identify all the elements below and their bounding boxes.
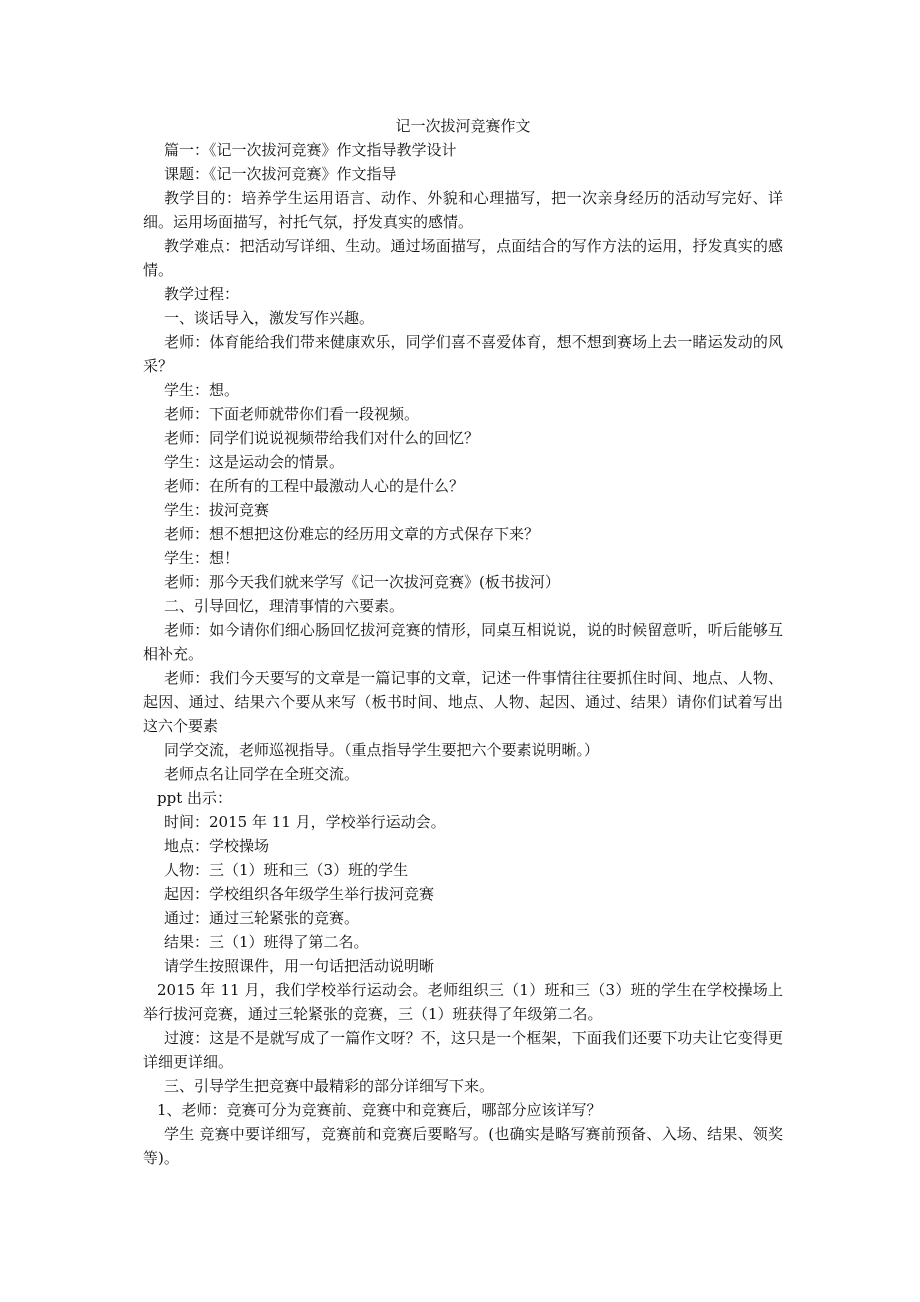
paragraph: 通过：通过三轮紧张的竞赛。: [164, 909, 360, 927]
paragraph: 教学过程：: [164, 285, 240, 303]
paragraph: 结果：三（1）班得了第二名。: [164, 933, 369, 951]
paragraph: 1、老师：竞赛可分为竞赛前、竞赛中和竞赛后，哪部分应该详写？: [157, 1101, 602, 1119]
paragraph: 老师：那今天我们就来学写《记一次拔河竞赛》(板书拔河）: [164, 573, 560, 591]
paragraph: 2015 年 11 月，我们学校举行运动会。老师组织三（1）班和三（3）班的学生在学校操场上举行拔河竞赛，通过三轮紧张的竞赛，三（1）班获得了年级第二名。: [143, 981, 783, 1023]
paragraph: 老师：下面老师就带你们看一段视频。: [164, 405, 420, 423]
paragraph: 老师：在所有的工程中最激动人心的是什么？: [164, 477, 465, 495]
document-title: 记一次拔河竞赛作文: [395, 117, 531, 135]
paragraph: 人物：三（1）班和三（3）班的学生: [164, 861, 409, 879]
paragraph: 老师：体育能给我们带来健康欢乐，同学们喜不喜爱体育，想不想到赛场上去一睹运发动的风采？: [143, 333, 783, 375]
paragraph: 学生：想！: [164, 549, 240, 567]
document-page: [143, 114, 783, 1170]
paragraph: 老师点名让同学在全班交流。: [164, 765, 360, 783]
paragraph: 篇一：《记一次拔河竞赛》作文指导教学设计: [164, 141, 457, 159]
paragraph: 二、引导回忆，理清事情的六要素。: [164, 597, 405, 615]
paragraph: 老师：我们今天要写的文章是一篇记事的文章，记述一件事情往往要抓住时间、地点、人物、起因、通过、结果六个要从来写（板书时间、地点、人物、起因、通过、结果）请你们试着写出这六个要素: [143, 669, 783, 735]
paragraph: 过渡：这是不是就写成了一篇作文呀？不，这只是一个框架，下面我们还要下功夫让它变得更详细更详细。: [143, 1029, 783, 1071]
paragraph: 起因：学校组织各年级学生举行拔河竞赛: [164, 885, 435, 903]
paragraph: 老师：同学们说说视频带给我们对什么的回忆？: [164, 429, 480, 447]
paragraph: 老师：如今请你们细心肠回忆拔河竞赛的情形，同桌互相说说，说的时候留意听，听后能够互相补充。: [143, 621, 783, 663]
paragraph: 老师：想不想把这份难忘的经历用文章的方式保存下来？: [164, 525, 540, 543]
paragraph: ppt 出示：: [157, 789, 233, 807]
paragraph: 一、谈话导入，激发写作兴趣。: [164, 309, 375, 327]
paragraph: 同学交流，老师巡视指导。（重点指导学生要把六个要素说明晰。）: [164, 741, 600, 759]
paragraph: 学生 竞赛中要详细写，竞赛前和竞赛后要略写。(也确实是略写赛前预备、入场、结果、领奖等)。: [143, 1125, 783, 1167]
paragraph: 课题：《记一次拔河竞赛》作文指导: [164, 165, 397, 183]
paragraph: 学生：这是运动会的情景。: [164, 453, 345, 471]
paragraph: 请学生按照课件，用一句话把活动说明晰: [164, 957, 435, 975]
paragraph: 学生：拔河竞赛: [164, 501, 270, 519]
paragraph: 地点：学校操场: [164, 837, 270, 855]
paragraph: 时间：2015 年 11 月，学校举行运动会。: [164, 813, 446, 831]
paragraph: 教学目的：培养学生运用语言、动作、外貌和心理描写，把一次亲身经历的活动写完好、详细。运用场面描写，衬托气氛，抒发真实的感情。: [143, 189, 783, 231]
paragraph: 学生：想。: [164, 381, 240, 399]
paragraph: 三、引导学生把竞赛中最精彩的部分详细写下来。: [164, 1077, 495, 1095]
paragraph: 教学难点：把活动写详细、生动。通过场面描写，点面结合的写作方法的运用，抒发真实的感情。: [143, 237, 783, 279]
